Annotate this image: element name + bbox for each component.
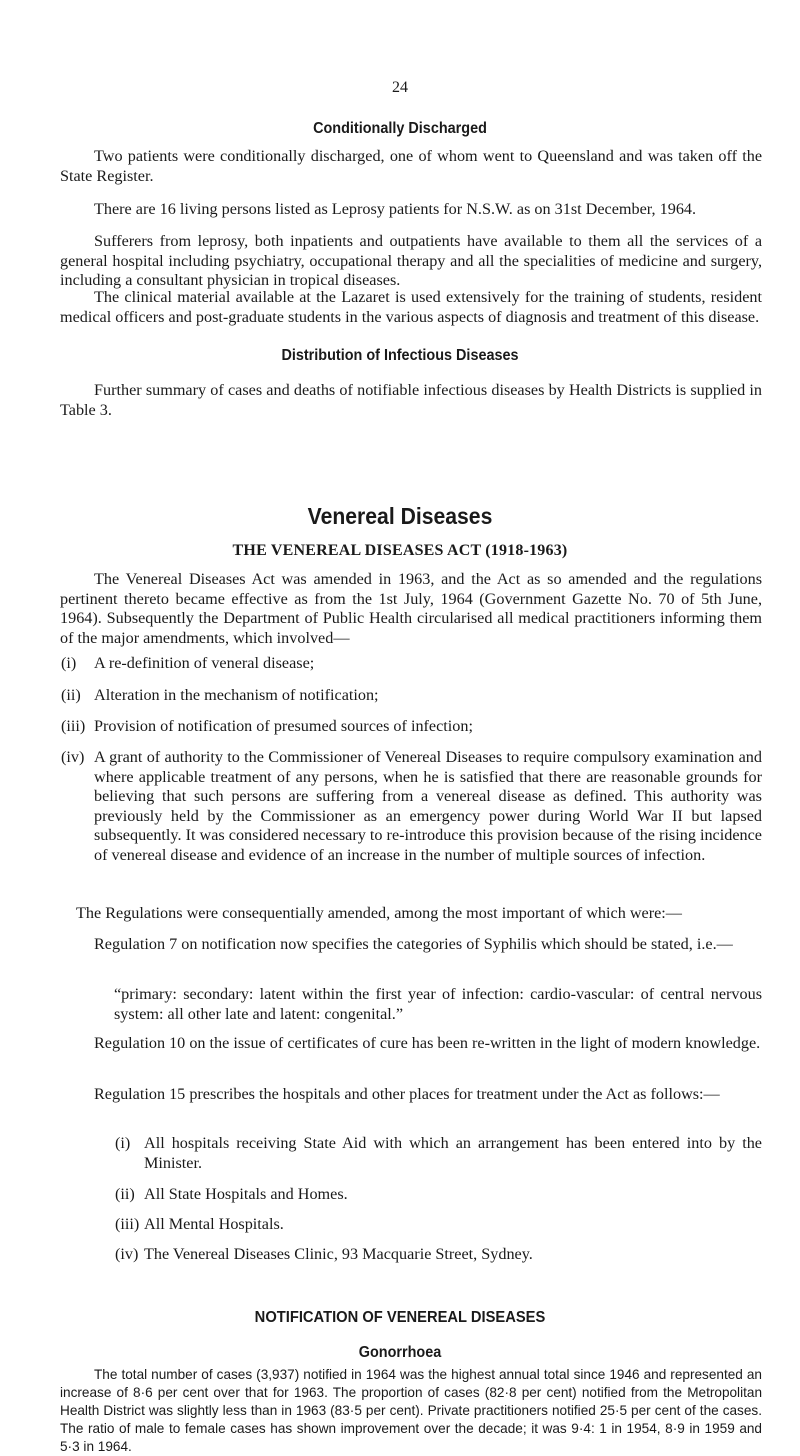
- paragraph-gonorrhoea: The total number of cases (3,937) notified in 1964 was the highest annual total since 1946 and represented an increase of 8·6 per cent over that for 1963. The proportion of cases (82·8 per cent) notified from the Metropolitan Health District was slightly less than in 1963 (83·5 per cent). Private practitioners notified 25·5 per cent of the cases. The ratio of male to female cases has shown improvement over the decade; it was 9·4: 1 in 1954, 8·9 in 1959 and 5·3 in 1964.: [60, 1367, 762, 1454]
- page-number: 24: [392, 79, 408, 96]
- item-text: The Venereal Diseases Clinic, 93 Macquarie Street, Sydney.: [144, 1245, 533, 1263]
- treatment-place-item: [115, 1134, 762, 1173]
- heading-notification: NOTIFICATION OF VENEREAL DISEASES: [254, 1309, 546, 1326]
- subheading-gonorrhoea: Gonorrhoea: [358, 1344, 442, 1361]
- treatment-place-item: [115, 1215, 762, 1235]
- paragraph: Further summary of cases and deaths of notifiable infectious diseases by Health Districts is supplied in Table 3.: [60, 381, 762, 419]
- item-number: (i): [61, 654, 77, 672]
- item-text: All Mental Hospitals.: [144, 1215, 284, 1233]
- item-number: (iv): [115, 1245, 139, 1263]
- item-number: (iii): [61, 717, 86, 735]
- treatment-place-item: [115, 1245, 762, 1265]
- item-number: (ii): [61, 686, 81, 704]
- regulation-15: Regulation 15 prescribes the hospitals and other places for treatment under the Act as follows:—: [94, 1085, 720, 1103]
- amendment-item: [61, 748, 762, 866]
- paragraph: There are 16 living persons listed as Leprosy patients for N.S.W. as on 31st December, 1964.: [94, 200, 697, 218]
- item-text: A grant of authority to the Commissioner of Venereal Diseases to require compulsory examination and where applicable treatment of any persons, when he is satisfied that there are reasonable grounds for believing that such persons are suffering from a venereal disease as defined. This authority was previously held by the Commissioner as an emergency power during World War II but lapsed subsequently. It was considered necessary to re-introduce this provision because of the rising incidence of venereal disease and evidence of an increase in the number of multiple sources of infection.: [94, 748, 762, 864]
- paragraph: The clinical material available at the Lazaret is used extensively for the training of students, resident medical officers and post-graduate students in the various aspects of diagnosis and treatment of this disease.: [60, 288, 762, 326]
- heading-conditionally-discharged: Conditionally Discharged: [313, 120, 487, 137]
- regulation-7: [94, 935, 762, 955]
- item-text: Provision of notification of presumed sources of infection;: [94, 717, 473, 735]
- regulation-7-text: Regulation 7 on notification now specifies the categories of Syphilis which should be stated, i.e.—: [94, 935, 733, 953]
- item-text: All hospitals receiving State Aid with which an arrangement has been entered into by the Minister.: [144, 1134, 762, 1172]
- item-text: A re-definition of veneral disease;: [94, 654, 315, 672]
- amendment-item: [61, 717, 762, 737]
- item-number: (i): [115, 1134, 131, 1152]
- item-number: (ii): [115, 1185, 135, 1203]
- paragraph: The Venereal Diseases Act was amended in 1963, and the Act as so amended and the regulations pertinent thereto became effective as from the 1st July, 1964 (Government Gazette No. 70 of 5th June, 1964). Subsequently the Department of Public Health circularised all medical practitioners informing them of the major amendments, which involved—: [60, 570, 762, 647]
- item-number: (iv): [61, 748, 85, 766]
- paragraph: Sufferers from leprosy, both inpatients and outpatients have available to them all the services of a general hospital including psychiatry, occupational therapy and all the specialities of medicine and surgery, including a consultant physician in tropical diseases.: [60, 232, 762, 290]
- paragraph: The Regulations were consequentially amended, among the most important of which were:—: [76, 904, 682, 922]
- heading-distribution: Distribution of Infectious Diseases: [281, 347, 519, 364]
- item-text: All State Hospitals and Homes.: [144, 1185, 348, 1203]
- heading-venereal-diseases: Venereal Diseases: [307, 503, 493, 529]
- subheading-act: THE VENEREAL DISEASES ACT (1918-1963): [232, 542, 568, 559]
- regulation-10: Regulation 10 on the issue of certificates of cure has been re-written in the light of modern knowledge.: [94, 1034, 761, 1052]
- regulation-7-quote: “primary: secondary: latent within the first year of infection: cardio-vascular: of central nervous system: all other late and latent: congenital.”: [114, 985, 762, 1023]
- item-text: Alteration in the mechanism of notification;: [94, 686, 379, 704]
- amendment-item: [61, 686, 762, 706]
- amendment-item: [61, 654, 762, 674]
- item-number: (iii): [115, 1215, 140, 1233]
- treatment-place-item: [115, 1185, 762, 1205]
- paragraph: Two patients were conditionally discharged, one of whom went to Queensland and was taken off the State Register.: [60, 147, 762, 185]
